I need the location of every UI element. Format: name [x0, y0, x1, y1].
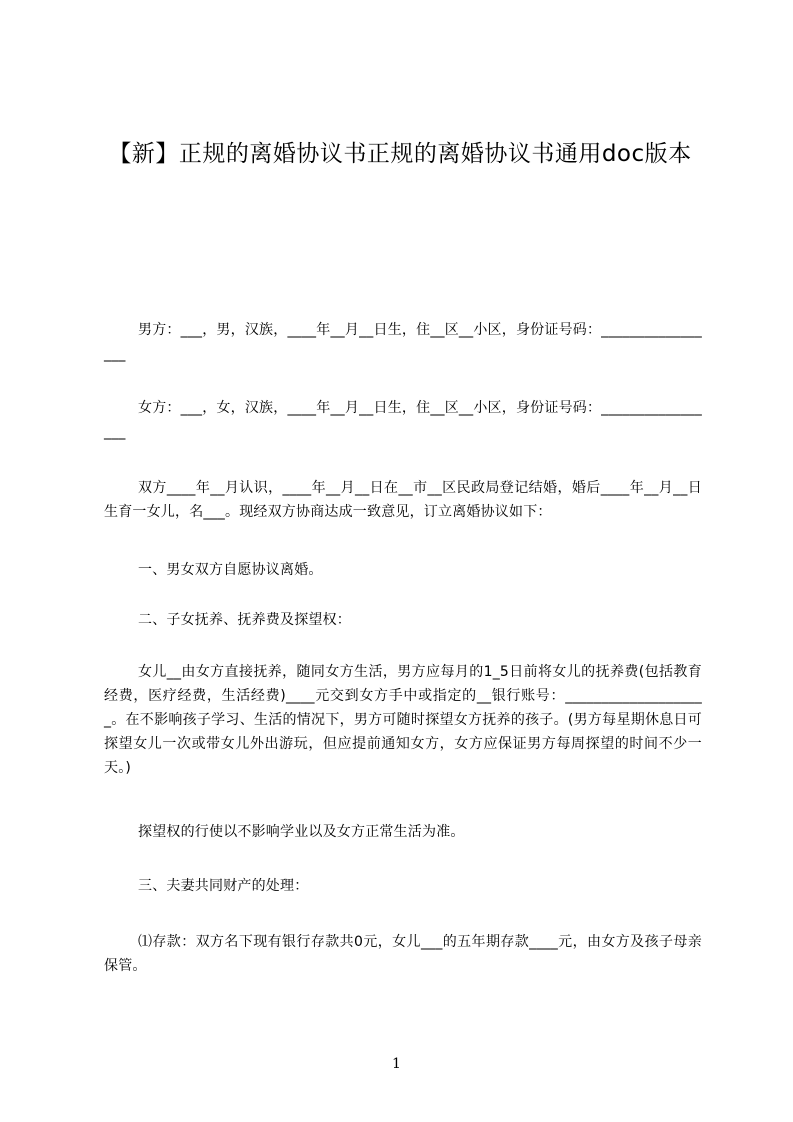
page-number: 1 — [392, 1056, 401, 1072]
clause-heading-property: 三、夫妻共同财产的处理： — [138, 878, 309, 894]
paragraph-custody-details: 女儿__由女方直接抚养，随同女方生活，男方应每月的1_5日前将女儿的抚养费(包括教育经费，医疗经费，生活经费)____元交到女方手中或指定的__银行账号：____________________。在不影响孩子学习、生活的情况下，男方可随时探望女方抚养的孩子。(男方每星期休息日可探望女儿一次或带女儿外出游玩，但应提前通知女方，女方应保证男方每周探望的时间不少一天。) — [104, 664, 702, 776]
clause-heading-divorce: 一、男女双方自愿协议离婚。 — [138, 562, 323, 578]
clause-heading-custody: 二、子女抚养、抚养费及探望权： — [138, 612, 351, 628]
paragraph-visitation: 探望权的行使以不影响学业以及女方正常生活为准。 — [138, 824, 465, 840]
document-title: 【新】正规的离婚协议书正规的离婚协议书通用doc版本 — [108, 141, 692, 167]
paragraph-savings: ⑴存款：双方名下现有银行存款共0元，女儿___的五年期存款____元，由女方及孩子母亲保管。 — [104, 934, 702, 974]
paragraph-female-party: 女方：___，女，汉族，____年__月__日生，住__区__小区，身份证号码：_________________ — [104, 400, 702, 440]
paragraph-male-party: 男方：___，男，汉族，____年__月__日生，住__区__小区，身份证号码：_________________ — [104, 322, 702, 362]
paragraph-marriage-background: 双方____年__月认识，____年__月__日在__市__区民政局登记结婚，婚后____年__月__日生育一女儿，名___。现经双方协商达成一致意见，订立离婚协议如下： — [104, 480, 702, 520]
